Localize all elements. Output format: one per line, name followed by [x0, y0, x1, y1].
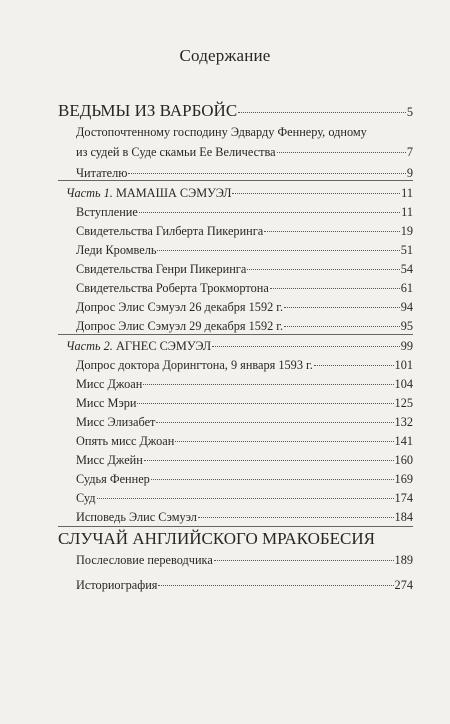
dot-leader: [232, 193, 400, 194]
dot-leader: [212, 346, 400, 347]
dot-leader: [214, 560, 394, 561]
toc-entry[interactable]: [76, 453, 413, 468]
dot-leader: [137, 403, 393, 404]
toc-page-number: 11: [401, 205, 413, 219]
dot-leader: [284, 307, 400, 308]
toc-entry-label: Свидетельства Генри Пикеринга: [76, 262, 247, 276]
toc-entry-label: Опять мисс Джоан: [76, 434, 175, 448]
toc-entry-label: Судья Феннер: [76, 472, 150, 486]
toc-entry-label: Исповедь Элис Сэмуэл: [76, 510, 197, 524]
dot-leader: [151, 479, 394, 480]
toc-entry-label: СЛУЧАЙ АНГЛИЙСКОГО МРАКОБЕСИЯ: [58, 529, 375, 548]
toc-entry-label: Послесловие переводчика: [76, 553, 213, 567]
part-prefix: Часть 1.: [66, 186, 113, 200]
toc-page-number: 51: [400, 243, 413, 257]
toc-page-number: 101: [394, 358, 413, 372]
toc-entry-reader[interactable]: [76, 166, 413, 181]
toc-entry[interactable]: [76, 300, 413, 315]
dot-leader: [277, 152, 406, 153]
toc-entry-label: Достопочтенному господину Эдварду Феннеру, одному: [76, 125, 367, 139]
dot-leader: [158, 585, 393, 586]
toc-page-number: 94: [400, 300, 413, 314]
toc-entry-label: Историография: [76, 578, 158, 592]
toc-page-number: 9: [406, 166, 413, 180]
toc-page-number: 189: [394, 553, 413, 567]
toc-page-number: 104: [394, 377, 413, 391]
toc-entry[interactable]: [76, 396, 413, 411]
dot-leader: [97, 498, 394, 499]
toc-entry-dedication[interactable]: [76, 145, 413, 160]
toc-page-number: 99: [400, 339, 413, 353]
toc-entry[interactable]: [76, 224, 413, 239]
toc-section-witches[interactable]: [58, 101, 413, 121]
toc-page-number: 61: [400, 281, 413, 295]
toc-entry[interactable]: [76, 319, 413, 334]
toc-page-number: 174: [394, 491, 413, 505]
dot-leader: [284, 326, 400, 327]
toc-entry-label-continued: из судей в Суде скамьи Ее Величества: [76, 145, 276, 159]
dot-leader: [198, 517, 394, 518]
toc-entry-historiography[interactable]: [76, 578, 413, 593]
toc-entry-label: Допрос доктора Дорингтона, 9 января 1593 г.: [76, 358, 313, 372]
toc-entry-label: Читателю: [76, 166, 128, 180]
dot-leader: [156, 422, 393, 423]
dot-leader: [238, 112, 406, 113]
dot-leader: [144, 460, 394, 461]
toc-part-1[interactable]: [66, 186, 413, 201]
dot-leader: [143, 384, 393, 385]
dot-leader: [270, 288, 400, 289]
toc-entry[interactable]: [76, 205, 413, 220]
toc-page-number: 169: [394, 472, 413, 486]
toc-entry[interactable]: [76, 472, 413, 487]
toc-entry[interactable]: [76, 377, 413, 392]
toc-entry-label: Мисс Элизабет: [76, 415, 156, 429]
toc-section-obscurantism[interactable]: [58, 529, 413, 549]
dot-leader: [157, 250, 399, 251]
toc-page-number: 19: [400, 224, 413, 238]
divider: [58, 180, 413, 181]
toc-part-2[interactable]: [66, 339, 413, 354]
toc-page-number: 95: [400, 319, 413, 333]
toc-entry-label: МАМАША СЭМУЭЛ: [115, 186, 232, 200]
dot-leader: [128, 173, 405, 174]
divider: [58, 334, 413, 335]
toc-entry-afterword[interactable]: [76, 553, 413, 568]
toc-entry-label: Свидетельства Гилберта Пикеринга: [76, 224, 264, 238]
toc-entry[interactable]: [76, 358, 413, 373]
toc-entry-label: Допрос Элис Сэмуэл 26 декабря 1592 г.: [76, 300, 284, 314]
toc-entry[interactable]: [76, 243, 413, 258]
toc-page-number: 54: [400, 262, 413, 276]
toc-page-number: 274: [394, 578, 413, 592]
toc-page-number: 7: [406, 145, 413, 159]
toc-page-number: 132: [394, 415, 413, 429]
dot-leader: [264, 231, 399, 232]
toc-entry-label: Свидетельства Роберта Трокмортона: [76, 281, 269, 295]
toc-entry[interactable]: [76, 434, 413, 449]
toc-entry-label: Мисс Джейн: [76, 453, 143, 467]
toc-page-number: 160: [394, 453, 413, 467]
dot-leader: [314, 365, 394, 366]
toc-entry[interactable]: [76, 415, 413, 430]
dot-leader: [247, 269, 399, 270]
toc-entry[interactable]: [76, 262, 413, 277]
toc-entry-label: Суд: [76, 491, 96, 505]
toc-entry[interactable]: [76, 491, 413, 506]
toc-entry[interactable]: [76, 281, 413, 296]
dot-leader: [175, 441, 393, 442]
toc-page-number: 125: [394, 396, 413, 410]
toc-entry-label: Вступление: [76, 205, 138, 219]
toc-entry-label: АГНЕС СЭМУЭЛ: [115, 339, 212, 353]
toc-page-number: 141: [394, 434, 413, 448]
page-title: Содержание: [179, 46, 271, 65]
toc-page-number: 184: [394, 510, 413, 524]
toc-entry-label: Мисс Джоан: [76, 377, 143, 391]
toc-entry-label: ВЕДЬМЫ ИЗ ВАРБОЙС: [58, 101, 238, 120]
part-prefix: Часть 2.: [66, 339, 113, 353]
dot-leader: [139, 212, 400, 213]
toc-page-number: 11: [401, 186, 413, 200]
toc-entry-label: Допрос Элис Сэмуэл 29 декабря 1592 г.: [76, 319, 284, 333]
divider: [58, 526, 413, 527]
toc-entry-label: Мисс Мэри: [76, 396, 137, 410]
toc-entry-label: Леди Кромвель: [76, 243, 157, 257]
toc-page-number: 5: [406, 105, 413, 119]
toc-entry[interactable]: [76, 510, 413, 525]
